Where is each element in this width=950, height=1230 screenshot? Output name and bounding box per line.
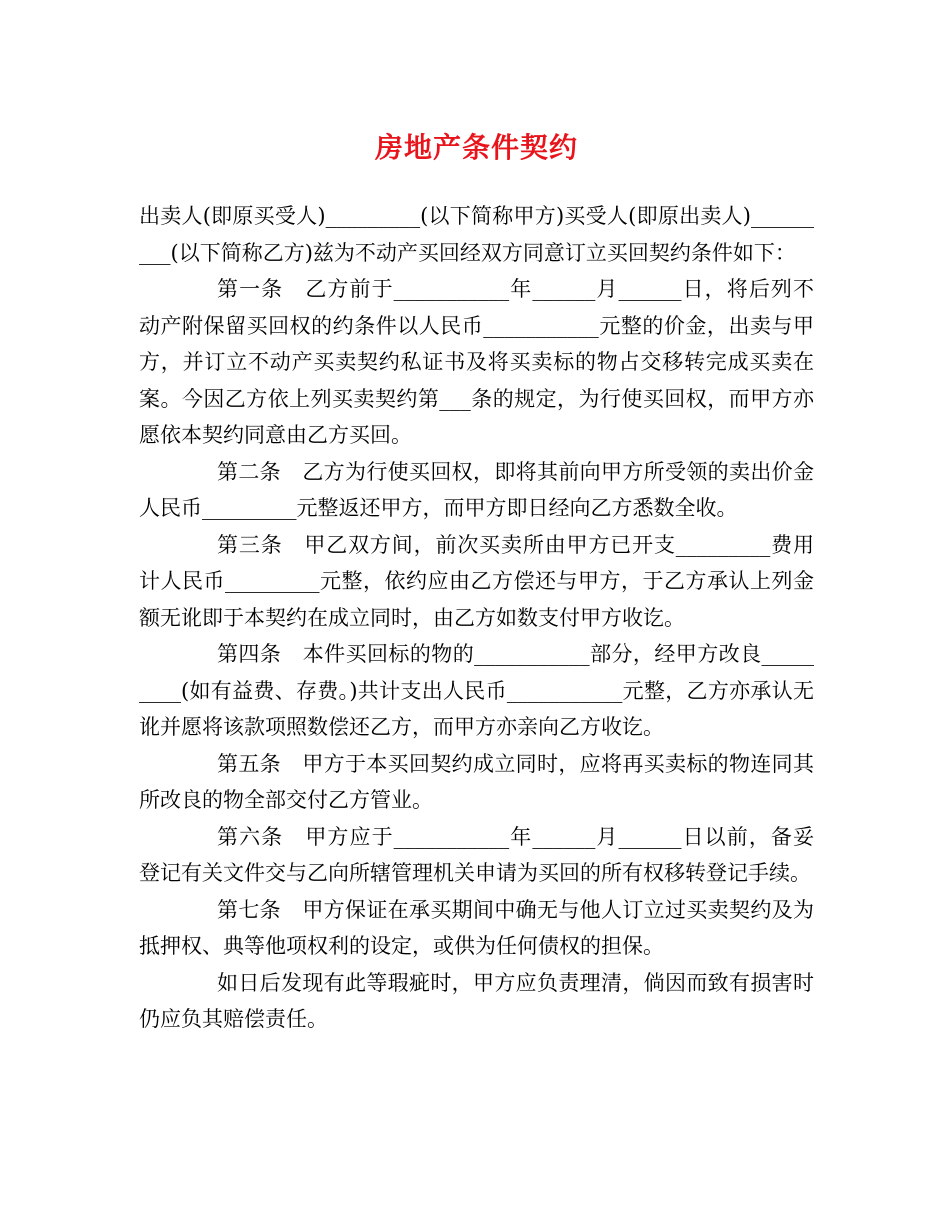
article-6: 第六条 甲方应于___________年______月______日以前，备妥登记有关文件交与乙向所辖管理机关申请为买回的所有权移转登记手续。: [139, 824, 814, 885]
article-1: 第一条 乙方前于___________年______月______日，将后列不动产附保留买回权的约条件以人民币___________元整的价金，出卖与甲方，并订立不动产买卖契约私证书及将买卖标的物占交移转完成买卖在案。今因乙方依上列买卖契约第___条的规定，为行使买回权，而甲方亦愿依本契约同意由乙方买回。: [139, 277, 814, 447]
contract-preamble: 出卖人(即原买受人)_________(以下简称甲方)买受人(即原出卖人)_________(以下简称乙方)兹为不动产买回经双方同意订立买回契约条件如下：: [139, 204, 814, 265]
article-7: 第七条 甲方保证在承买期间中确无与他人订立过买卖契约及为抵押权、典等他项权利的设定，或供为任何债权的担保。: [139, 897, 814, 958]
article-5: 第五条 甲方于本买回契约成立同时，应将再买卖标的物连同其所改良的物全部交付乙方管业。: [139, 751, 814, 812]
document-page: [139, 128, 814, 1038]
article-7-supplement: 如日后发现有此等瑕疵时，甲方应负责理清，倘因而致有损害时仍应负其赔偿责任。: [139, 970, 814, 1031]
article-2: 第二条 乙方为行使买回权，即将其前向甲方所受领的卖出价金人民币_________元整返还甲方，而甲方即日经向乙方悉数全收。: [139, 459, 814, 520]
article-4: 第四条 本件买回标的物的___________部分，经甲方改良_________(如有益费、存费。)共计支出人民币___________元整，乙方亦承认无讹并愿将该款项照数偿还乙方，而甲方亦亲向乙方收讫。: [139, 642, 814, 739]
article-3: 第三条 甲乙双方间，前次买卖所由甲方已开支_________费用计人民币_________元整，依约应由乙方偿还与甲方，于乙方承认上列金额无讹即于本契约在成立同时，由乙方如数支付甲方收讫。: [139, 532, 814, 630]
document-title: 房地产条件契约: [374, 131, 578, 164]
